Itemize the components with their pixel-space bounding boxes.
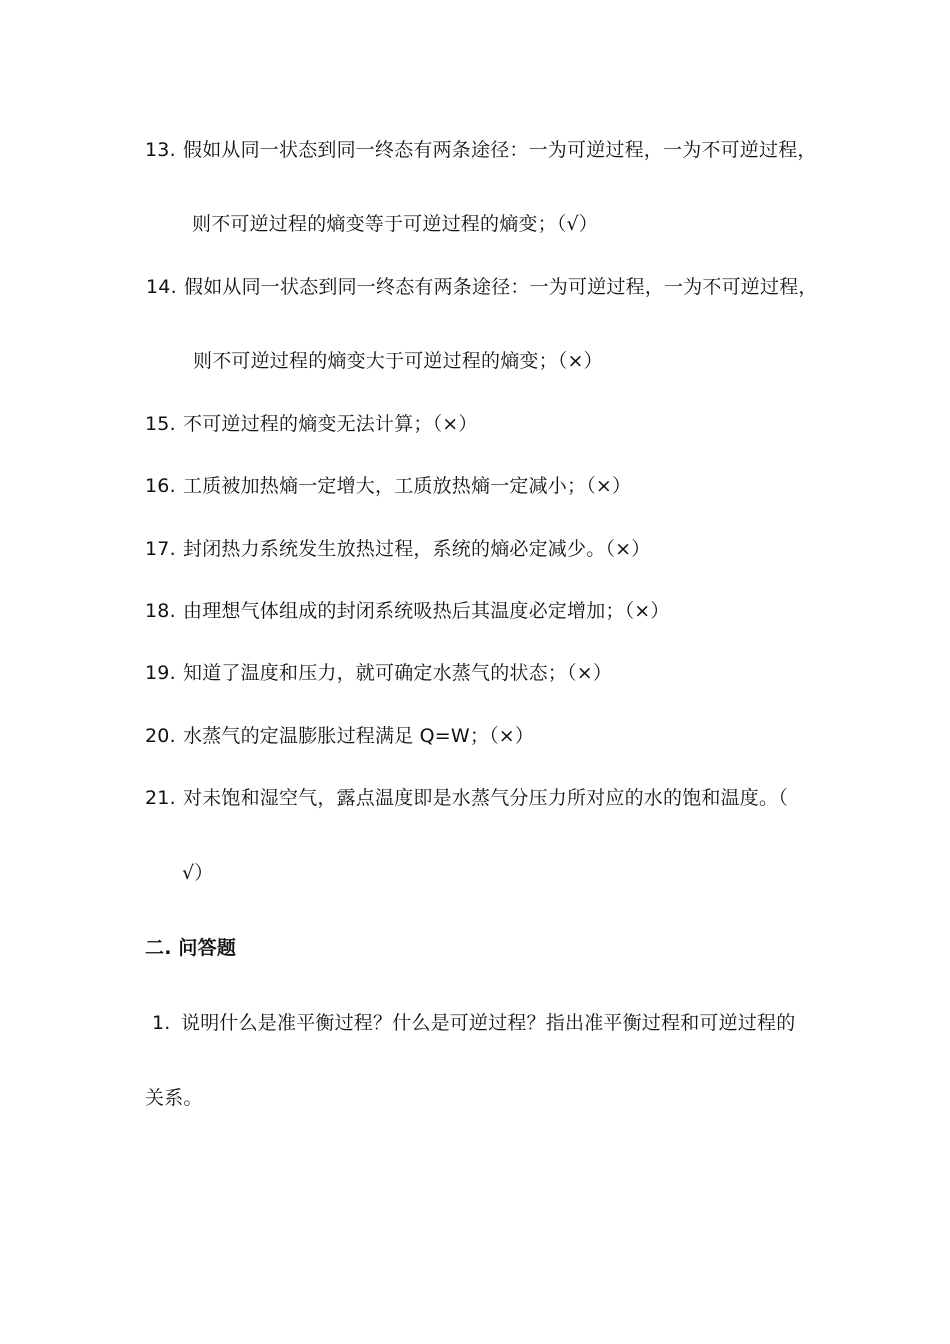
list-item-21: [145, 786, 788, 810]
question-item-1-continuation: 关系。: [145, 1087, 203, 1109]
item-number: 18.: [145, 600, 176, 622]
list-item-19: [145, 661, 612, 685]
list-item-20: [145, 724, 534, 748]
item-number: 13.: [145, 139, 176, 161]
item-text: 水蒸气的定温膨胀过程满足 Q=W；（×）: [183, 725, 535, 747]
question-item-1: [152, 1011, 795, 1035]
question-text: 说明什么是准平衡过程？什么是可逆过程？指出准平衡过程和可逆过程的: [181, 1012, 796, 1034]
item-number: 19.: [145, 662, 176, 684]
item-text: 工质被加热熵一定增大，工质放热熵一定减小；（×）: [183, 475, 632, 497]
item-text: 对未饱和湿空气，露点温度即是水蒸气分压力所对应的水的饱和温度。（: [183, 787, 788, 809]
list-item-21-continuation: √）: [182, 862, 214, 884]
list-item-14: [146, 275, 818, 299]
list-item-15: [145, 412, 478, 436]
item-number: 15.: [145, 413, 176, 435]
list-item-18: [145, 599, 670, 623]
item-text: 封闭热力系统发生放热过程，系统的熵必定减少。（×）: [183, 538, 651, 560]
item-text: 由理想气体组成的封闭系统吸热后其温度必定增加；（×）: [183, 600, 670, 622]
list-item-13: [145, 138, 817, 162]
item-number: 20.: [145, 725, 176, 747]
list-item-14-continuation: 则不可逆过程的熵变大于可逆过程的熵变；（×）: [193, 350, 603, 372]
list-item-16: [145, 474, 631, 498]
section-heading: 二. 问答题: [145, 937, 237, 959]
item-text: 假如从同一状态到同一终态有两条途径：一为可逆过程，一为不可逆过程，: [184, 276, 818, 298]
item-number: 16.: [145, 475, 176, 497]
item-number: 17.: [145, 538, 176, 560]
item-number: 14.: [146, 276, 177, 298]
item-number: 21.: [145, 787, 176, 809]
item-text: 知道了温度和压力，就可确定水蒸气的状态；（×）: [183, 662, 613, 684]
item-text: 不可逆过程的熵变无法计算；（×）: [183, 413, 478, 435]
list-item-17: [145, 537, 650, 561]
list-item-13-continuation: 则不可逆过程的熵变等于可逆过程的熵变；（√）: [192, 213, 599, 235]
question-number: 1.: [152, 1012, 171, 1034]
item-text: 假如从同一状态到同一终态有两条途径：一为可逆过程，一为不可逆过程，: [183, 139, 817, 161]
